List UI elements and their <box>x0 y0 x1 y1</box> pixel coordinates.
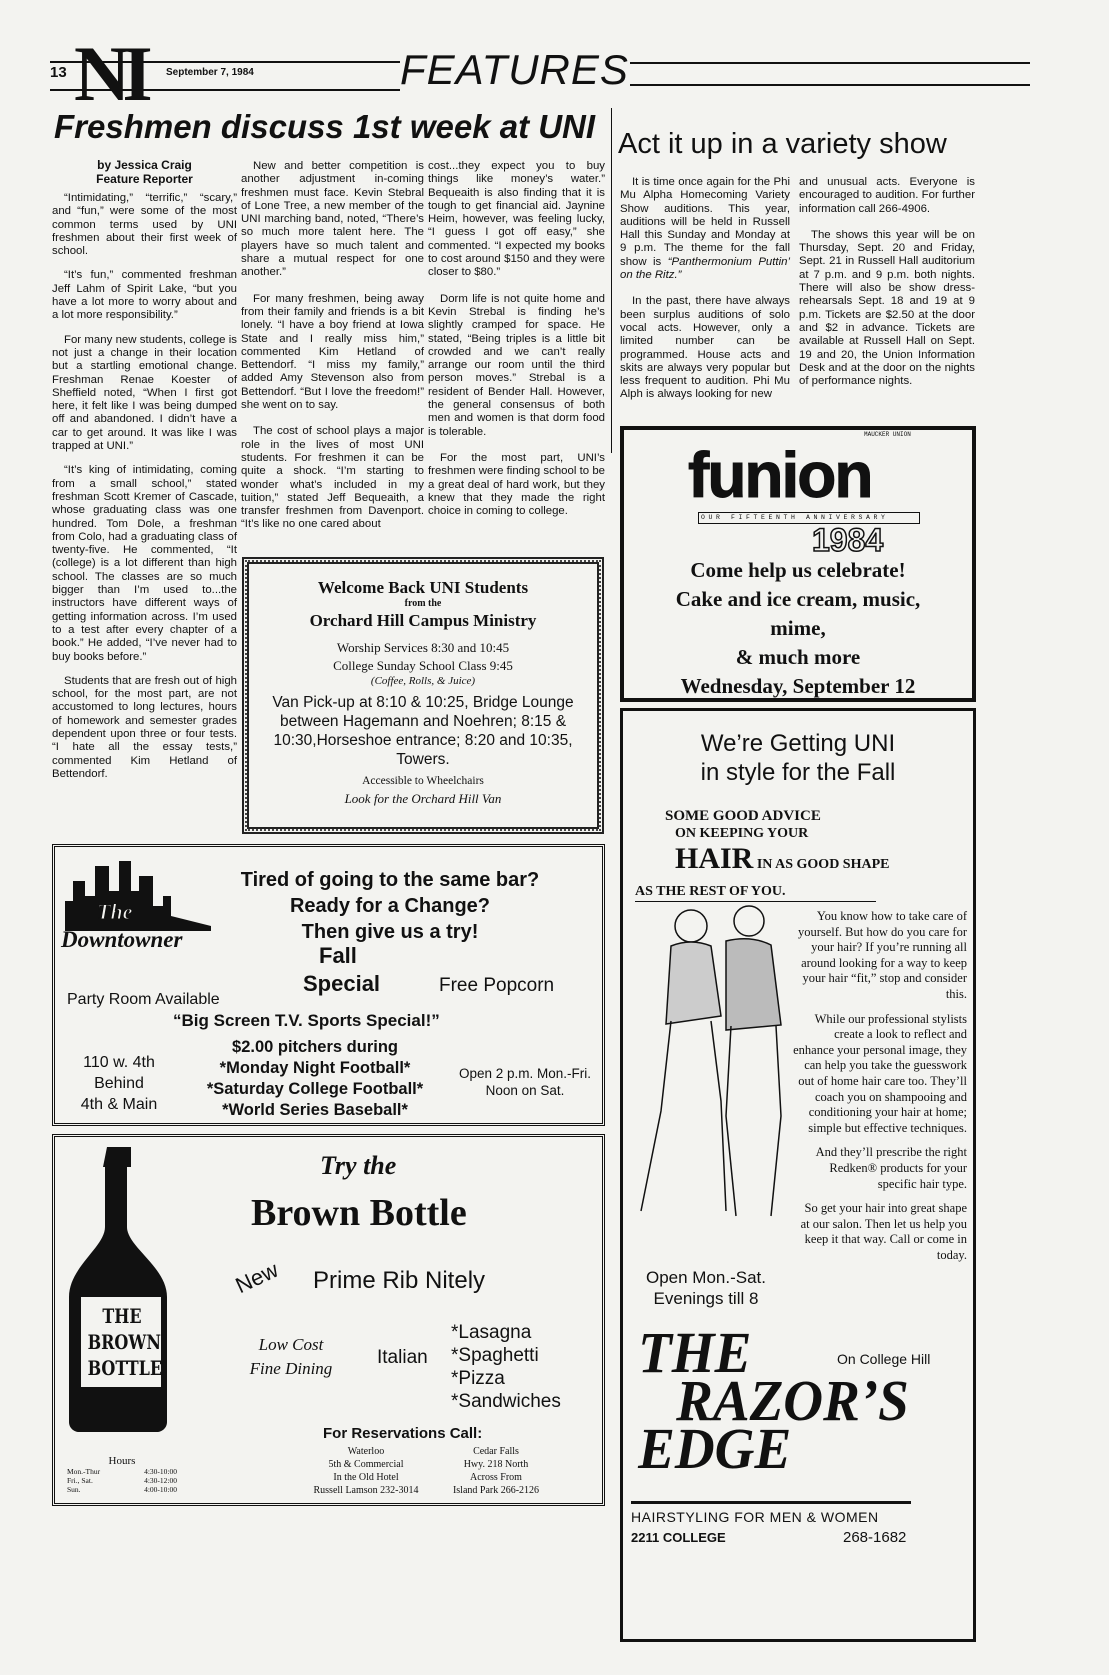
paragraph: cost...they expect you to buy things like money’s water.” Bequeaith is also finding that it is tough to get financial aid. Jaynine Heim, however, was feeling lucky, “I guess I got off easy,” she commented. “I expected my books to cost around $150 and they were closer to $80.” <box>428 160 605 279</box>
prime-rib: Prime Rib Nitely <box>313 1267 486 1294</box>
logo-rule <box>631 1501 911 1504</box>
paragraph: So get your hair into great shape at our salon. Then let us help you keep it that way. Call or come in today. <box>800 1201 967 1262</box>
location: On College Hill <box>837 1351 931 1367</box>
menu-item: *Pizza <box>451 1368 505 1389</box>
brown-bottle-ad <box>52 1134 605 1506</box>
paragraph: and unusual acts. Everyone is encouraged to audition. For further information call 266-4906. <box>799 176 975 215</box>
tagline: HAIRSTYLING FOR MEN & WOMEN <box>631 1509 879 1525</box>
ad-line: Ready for a Change? <box>289 895 491 917</box>
headline-line: in style for the Fall <box>700 759 896 786</box>
bottle-icon <box>67 1147 177 1432</box>
location-line: Island Park 266-2126 <box>452 1485 540 1496</box>
look-for-van: Look for the Orchard Hill Van <box>344 791 502 806</box>
accessible: Accessible to Wheelchairs <box>362 775 484 787</box>
hours-line: Evenings till 8 <box>653 1289 759 1308</box>
paragraph: “It’s fun,” commented freshman Jeff Lahm of Spirit Lake, “but you have a lot more to worry about and a lot more responsibility.” <box>52 269 237 322</box>
hours-block <box>67 1455 177 1494</box>
logo-line: EDGE <box>638 1416 792 1481</box>
restaurant-name: Brown Bottle <box>251 1192 467 1234</box>
location-line: Waterloo <box>347 1446 385 1457</box>
salon-hours <box>631 1267 781 1309</box>
advice-line <box>635 807 975 825</box>
sunday-school: College Sunday School Class 9:45 <box>333 658 513 673</box>
special: Special <box>303 971 381 996</box>
time: 4:30-10:00 <box>144 1467 177 1476</box>
big-screen: “Big Screen T.V. Sports Special!” <box>173 1011 440 1030</box>
byline: by Jessica Craig <box>97 158 192 172</box>
advice-line: ON KEEPING YOUR <box>675 826 809 841</box>
address: 2211 COLLEGE <box>631 1530 726 1545</box>
paragraph: “It’s king of intimidating, coming from a small school,” stated freshman Scott Kremer of Cascade, whose graduating class was one hundred. Tom Dole, a freshman from Colo, had a graduating class of twenty-five. He commented, “It (college) is a lot different than high school. The classes are so much bigger than I’m used to...the instructors have different ways of getting information across. I’m used to a test after every chapter of a book.” He added, “I’ve never had to buy books before.” <box>52 464 237 663</box>
downtowner-ad <box>52 844 605 1126</box>
ad-line: Fine Dining <box>249 1359 333 1378</box>
hours <box>445 1065 605 1099</box>
label-line: THE <box>102 1304 142 1328</box>
label-line: BOTTLE <box>87 1356 163 1380</box>
logo-downtowner: Downtowner <box>61 927 183 952</box>
hours-line: Open Mon.-Sat. <box>645 1268 766 1287</box>
phone: 268-1682 <box>843 1529 907 1546</box>
menu-item: *Sandwiches <box>451 1391 561 1412</box>
address <box>59 1052 179 1115</box>
funion-ad <box>620 426 976 702</box>
razors-edge-logo <box>638 1320 909 1481</box>
paragraph: For the most part, UNI’s freshmen were finding school to be a great deal of hard work, but they knew that they made the right choice in coming to college. <box>428 451 605 518</box>
van-pickup: Van Pick-up at 8:10 & 10:25, Bridge Lounge between Hagemann and Noehren; 8:15 & 10:30,Horseshoe entrance; 8:20 and 10:35, Towers. <box>272 694 574 768</box>
hair-word: HAIR <box>675 842 754 875</box>
address-line: 4th & Main <box>80 1096 158 1113</box>
orchard-hill-ad <box>242 557 604 834</box>
article-column-2 <box>241 160 424 558</box>
location-line: 5th & Commercial <box>328 1459 404 1470</box>
menu <box>451 1321 561 1413</box>
paragraph: Dorm life is not quite home and Kevin Strebal is finding he’s slightly cramped for space. He stated, “Being triples is a little bit crowded and we can’t really arrange our room until the third person moves.” Strebal is a resident of Bender Hall. However, the general consensus of both men and women is that dorm food is tolerable. <box>428 292 605 438</box>
worship-times: Worship Services 8:30 and 10:45 <box>336 640 510 655</box>
paragraph: While our professional stylists create a look to reflect and enhance your personal image, they can help you take the guesswork out of home hair care too. They’ll coach you on shampooing and conditioning your hair at home; simple but effective techniques. <box>793 1011 967 1135</box>
bottle-label <box>87 1303 163 1381</box>
variety-headline: Act it up in a variety show <box>618 128 947 160</box>
advice-line <box>635 843 975 881</box>
variety-column-1 <box>620 176 790 415</box>
paragraph: The shows this year will be on Thursday, Sept. 20 and Friday, Sept. 21 in Russell Hall auditorium at 7 p.m. and 9 p.m. both nights. There will also be show dress-rehearsals Sept. 18 and 19 at 9 p.m. Tickets are $2.50 at the door and $2 in advance. Tickets are available at Russell Hall on Sept. 19 and 20, the Union Information Desk and at the door on the nights of performance nights. <box>799 228 975 388</box>
paragraph: New and better competition is another adjustment in-coming freshmen must face. Kevin Stebral of Lone Tree, a new member of the UNI marching band, noted, “There’s so much more talent here. The players have so much talent and share a mutual respect for one another.” <box>241 160 424 279</box>
address-line: Behind <box>94 1075 144 1092</box>
article-column-1 <box>52 158 237 792</box>
italian: Italian <box>377 1347 428 1368</box>
time: 4:30-12:00 <box>144 1476 177 1485</box>
hours-row <box>67 1485 177 1494</box>
paragraph: And they’ll prescribe the right Redken® products for your specific hair type. <box>815 1145 967 1191</box>
day: Mon.-Thur <box>67 1467 101 1476</box>
reservations: For Reservations Call: <box>323 1425 483 1442</box>
advice-text: SOME GOOD ADVICE <box>665 808 821 824</box>
year: 1984 <box>812 522 884 558</box>
paragraph: Students that are fresh out of high school, for the most part, are not accustomed to long lectures, hours of homework and semester grades dependent upon three or four tests. “I hate all the essay tests,” commented Kim Hetland of Bettendorf. <box>52 674 237 780</box>
razors-edge-ad <box>620 708 976 1642</box>
masthead <box>50 30 1070 117</box>
location-line: Hwy. 218 North <box>463 1459 529 1470</box>
column-rule <box>611 108 612 453</box>
logo-line: THE <box>638 1320 752 1385</box>
section-title: FEATURES <box>400 46 629 93</box>
article-column-3 <box>428 160 605 531</box>
label-line: BROWN <box>87 1330 161 1354</box>
skyline-logo <box>65 861 230 931</box>
time: 4:00-10:00 <box>144 1485 177 1494</box>
location-line: In the Old Hotel <box>333 1472 399 1483</box>
advice-heading <box>635 807 975 902</box>
ad-text: from the <box>404 598 442 609</box>
day: Sun. <box>67 1485 81 1494</box>
event: *Monday Night Football* <box>219 1059 411 1077</box>
menu-item: *Spaghetti <box>451 1345 539 1366</box>
ad-line: Low Cost <box>258 1335 324 1354</box>
ad-line: & much more <box>735 645 861 669</box>
headline-line: We’re Getting UNI <box>700 730 896 757</box>
ad-line: Then give us a try! <box>301 921 479 943</box>
address-line: 110 w. 4th <box>83 1054 155 1071</box>
funion-copy <box>624 556 972 701</box>
paragraph <box>620 176 790 282</box>
ad-line: Come help us celebrate! <box>690 558 906 582</box>
location-line: Across From <box>470 1472 522 1483</box>
paragraph: “Intimidating,” “terrific,” “scary,” and “fun,” were some of the most common terms used by UNI freshmen about their first week of school. <box>52 192 237 258</box>
ni-logo: NI <box>74 30 145 117</box>
hours-row <box>67 1467 177 1476</box>
new-burst: New <box>231 1256 283 1299</box>
logo-line: RAZOR’S <box>676 1368 909 1433</box>
waterloo-location <box>291 1445 441 1497</box>
paragraph-text: It is time once again for the Phi Mu Alpha Homecoming Variety Show auditions. This year, auditions will be held in Russell Hall this Sunday and Monday at 9 p.m. The theme for the fall show is <box>620 176 790 268</box>
paragraph: In the past, there have always been surplus auditions of solo vocal acts. However, only a limited number can be programmed. House acts and skits are always very popular but less frequent to audition. Phi Mu Alph is always looking for new <box>620 295 790 401</box>
day: Fri., Sat. <box>67 1476 93 1485</box>
event: *World Series Baseball* <box>222 1101 408 1119</box>
free-popcorn: Free Popcorn <box>439 975 555 996</box>
byline-role: Feature Reporter <box>96 172 193 186</box>
location-line: Russell Lamson 232-3014 <box>313 1485 419 1496</box>
location-line: Cedar Falls <box>473 1446 519 1457</box>
advice-text: IN AS GOOD SHAPE <box>756 857 890 872</box>
hours-line: Noon on Sat. <box>485 1083 565 1098</box>
ad-line: mime, <box>770 616 826 640</box>
paragraph: For many new students, college is not just a change in their location but a startling emotional change. Freshman Renae Koester of Sheffield noted, “When I first got here, it felt like I was being dumped off and abandoned. I didn’t have a car to get around. It was like I was trapped at UNI.” <box>52 333 237 453</box>
hours-line: Open 2 p.m. Mon.-Fri. <box>458 1066 592 1081</box>
ad-body <box>793 909 967 1263</box>
try-the: Try the <box>320 1151 397 1180</box>
show-theme: “Panthermonium Puttin’ on the Ritz.” <box>620 255 790 282</box>
sponsor: MAUCKER UNION <box>864 431 911 438</box>
menu-item: *Lasagna <box>451 1322 532 1343</box>
page-number: 13 <box>50 64 67 81</box>
anniversary: OUR FIFTEENTH ANNIVERSARY <box>698 512 920 524</box>
fall: Fall <box>319 943 357 968</box>
paragraph: The cost of school plays a major role in the lives of most UNI students. For freshmen it can be quite a shock. “I’m starting to wonder what’s included in my tuition,” stated Jeff Bequeaith, a transfer freshmen from Davenport. “It’s like no one cared about <box>241 425 424 531</box>
event: *Saturday College Football* <box>206 1080 424 1098</box>
paragraph: You know how to take care of yourself. But how do you care for your hair? If you’re running all around looking for a way to keep your hair “fit,” stop and consider this. <box>797 909 967 1001</box>
pitchers: $2.00 pitchers during <box>232 1038 398 1056</box>
variety-column-2 <box>799 176 975 401</box>
logo-the: The <box>97 899 133 924</box>
specials <box>185 1037 445 1121</box>
low-cost <box>231 1333 351 1381</box>
ad-headline <box>623 729 973 787</box>
hours-title: Hours <box>108 1455 136 1467</box>
ad-title: Welcome Back UNI Students <box>317 578 529 597</box>
ad-line: Cake and ice cream, music, <box>675 587 921 611</box>
advice-line: AS THE REST OF YOU. <box>635 883 876 902</box>
headline <box>215 867 565 945</box>
paragraph: For many freshmen, being away from their family and friends is a bit lonely. “I have a boy friend at Iowa State and I really miss him,” commented Kim Hetland of Bettendorf. “I miss my family,” added Amy Stevenson also from Bettendorf. “But I love the freedom!” she went on to say. <box>241 292 424 412</box>
ad-line: Wednesday, September 12 <box>680 674 916 698</box>
masthead-rule-right <box>630 62 1030 86</box>
article-headline: Freshmen discuss 1st week at UNI <box>54 108 596 145</box>
ministry-name: Orchard Hill Campus Ministry <box>309 611 537 630</box>
issue-date: September 7, 1984 <box>162 67 258 78</box>
runners-illustration <box>631 901 801 1241</box>
funion-logo: funion <box>688 439 872 511</box>
refreshments: (Coffee, Rolls, & Juice) <box>370 675 476 687</box>
cedar-falls-location <box>441 1445 551 1497</box>
ad-line: Tired of going to the same bar? <box>240 869 540 891</box>
hours-row <box>67 1476 177 1485</box>
party-room: Party Room Available <box>67 991 220 1008</box>
